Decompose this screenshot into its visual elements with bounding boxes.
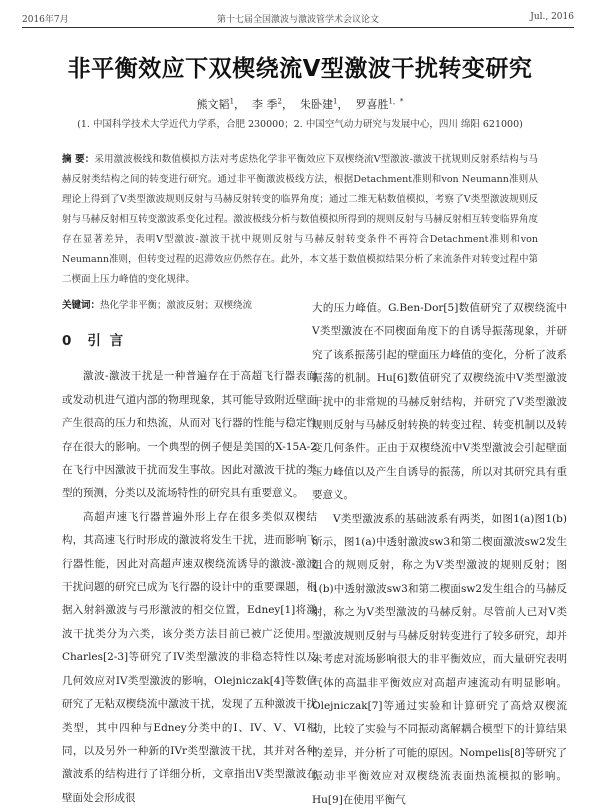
- author-sup: 1: [333, 97, 338, 106]
- keywords-label: 关键词：: [62, 300, 101, 311]
- body-paragraph: 大的压力峰值。G.Ben-Dor[5]数值研究了双楔绕流中V类型激波在不同楔面角度下的自诱导振荡现象，并研究了该系振荡引起的壁面压力峰值的变化，分析了波系振荡的机制。Hu[6]数值研究了双楔绕流中V类型激波干扰中的非常规的马赫反射结构，并研究了V类型激波规则反射与马赫反射转换的转变过程、转变机制以及转变几何条件。正由于双楔绕流中V类型激波会引起壁面压力峰值以及产生自诱导的振荡，所以对其研究具有重要意义。: [312, 302, 567, 502]
- abstract: [62, 150, 538, 290]
- author-sup: 2: [277, 97, 282, 106]
- right-column: [312, 297, 567, 806]
- left-column: [62, 312, 317, 804]
- header-rule: [22, 27, 574, 28]
- keywords-text: 热化学非平衡；激波反射；双楔绕流: [100, 300, 253, 311]
- author-sup: 1，*: [388, 97, 404, 106]
- body-paragraph: V类型激波系的基础波系有两类，如图1(a)图1(b)所示，图1(a)中透射激波sw3和第二楔面激波sw2发生组合的规则反射，称之为V类型激波的规则反射；图1(b)中透射激波sw3和第二楔面sw2发生组合的马赫反射，称之为V类型激波的马赫反射。尽管前人已对V类型激波规则反射与马赫反射转变进行了较多研究，却并未考虑对流场影响很大的非平衡效应，而大量研究表明气体的高温非平衡效应对高超声速流动有明显影响。Olejniczak[7]等通过实验和计算研究了高焓双楔流动，比较了实验与不同振动离解耦合模型下的计算结果的差异，并分析了可能的原因。Nompelis[8]等研究了振动非平衡效应对双楔绕流表面热流模拟的影响。Hu[9]在使用平衡气: [312, 512, 567, 806]
- body-paragraph: 激波-激波干扰是一种普遍存在于高超飞行器表面或发动机进气道内部的物理现象，其可能导致附近壁面产生很高的压力和热流，从而对飞行器的性能与稳定性存在很大的影响。一个典型的例子便是美国的X-15A-2在飞行中因激波干扰而发生事故。因此对激波干扰的类型的预测，分类以及流场特性的研究具有重要意义。: [62, 370, 317, 500]
- author-name: 朱卧建: [300, 98, 333, 111]
- body-paragraph: 高超声速飞行器普遍外形上存在很多类似双楔结构，其高速飞行时形成的激波将发生干扰，进而影响飞行器性能，因此对高超声速双楔绕流诱导的激波-激波干扰问题的研究已成为飞行器的设计中的重要课题，根据入射斜激波与弓形激波的相交位置，Edney[1]将激波干扰类分为六类，该分类方法目前已被广泛使用。Charles[2-3]等研究了IV类型激波的非稳态特性以及几何效应对IV类型激波的影响，Olejniczak[4]等数值研究了无粘双楔绕流中激波干扰，发现了五种激波干扰类型，其中四种与Edney分类中的I、IV、V、VI相同，以及另外一种新的IVr类型激波干扰，其并对各种激波系的结构进行了详细分析，文章指出V类型激波在壁面处会形成很: [62, 510, 317, 804]
- section-title: 引 言: [87, 333, 126, 349]
- header-conference: 第十七届全国激波与激波管学术会议论文: [216, 15, 379, 25]
- author-list: 熊文韬$^1$， 李 季$^2$， 朱卧建$^1$， 罗喜胜$^{1,*}$: [196, 97, 404, 111]
- author-name: 罗喜胜: [355, 98, 389, 111]
- header-month-year: Jul., 2016: [530, 12, 574, 22]
- section-number: 0: [62, 333, 74, 349]
- affiliation: (1. 中国科学技术大学近代力学系，合肥 230000；2. 中国空气动力研究与发展中心，四川 绵阳 621000): [77, 119, 523, 130]
- abstract-text: 采用激波极线和数值模拟方法对考虑热化学非平衡效应下双楔绕流V型激波-激波干扰规则反射系结构与马赫反射类结构之间的转变进行研究。通过非平衡激波极线方法，根据Detachment准则和von Neumann准则从理论上得到了V类型激波规则反射与马赫反射转变的临界角度；通过二维无粘数值模拟，考察了V类型激波规则反射与马赫反射相互转变激波系变化过程。激波极线分析与数值模拟所得到的规则反射与马赫反射相互转变临界角度存在显著差异，表明V型激波-激波干扰中规则反射与马赫反射转变条件不再符合Detachment准则和von Neumann准则，但转变过程的迟滞效应仍然存在。此外，本文基于数值模拟结果分析了来流条件对转变过程中第二楔面上压力峰值的变化规律。: [62, 154, 538, 285]
- header-date: 2016年7月: [22, 15, 69, 25]
- paper-title: 非平衡效应下双楔绕流V型激波干扰转变研究: [67, 56, 533, 82]
- abstract-label: 摘 要：: [62, 154, 95, 165]
- section-heading: [62, 330, 317, 353]
- author-name: 熊文韬: [196, 98, 230, 111]
- author-sup: 1: [229, 97, 235, 106]
- author-name: 李 季: [252, 98, 278, 111]
- running-header: [22, 10, 574, 26]
